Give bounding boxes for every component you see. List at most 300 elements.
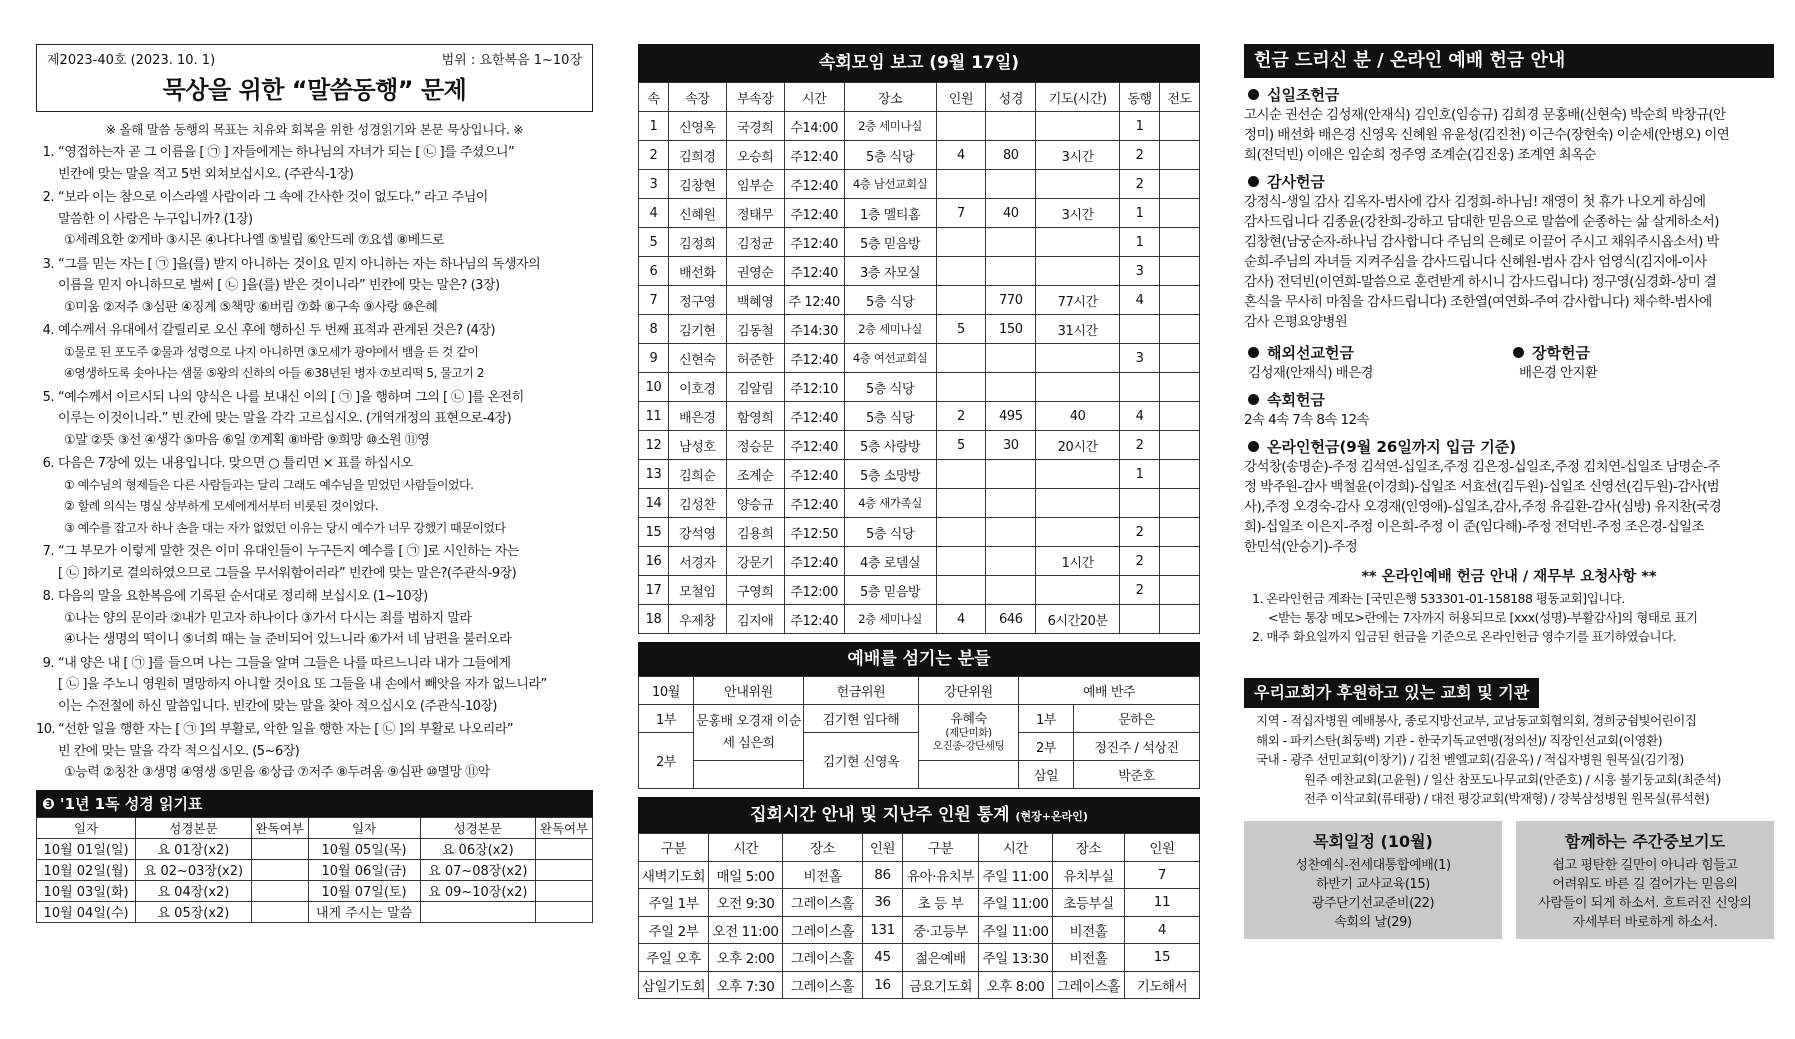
table-cell[interactable] bbox=[251, 838, 308, 859]
table-cell: 김정균 bbox=[726, 228, 784, 257]
column-header: 구분 bbox=[903, 834, 979, 862]
thanks-list bbox=[1244, 192, 1774, 332]
table-cell: 김성찬 bbox=[668, 489, 726, 518]
table-cell: 11 bbox=[639, 402, 669, 431]
donor-line: 희)-십일조 이은지-주정 이은희-주정 이 준(임다해)-주정 전덕빈-주정 조은경-십일조 bbox=[1244, 519, 1704, 535]
table-cell: 1 bbox=[1120, 228, 1160, 257]
altar-committee bbox=[919, 705, 1019, 761]
table-cell: 15 bbox=[1125, 944, 1200, 972]
column-header: 장소 bbox=[844, 83, 936, 112]
question-option: ①능력 ②칭찬 ③생명 ④영생 ⑤믿음 ⑥상급 ⑦저주 ⑧두려움 ⑨심판 ⑩멸망 ⑪악 bbox=[64, 765, 490, 780]
table-cell: 오전 9:30 bbox=[709, 889, 783, 917]
question-option: ①나는 양의 문이라 ②내가 믿고자 하나이다 ③가서 다시는 죄를 범하지 말라 bbox=[64, 610, 472, 626]
bullet-icon bbox=[1248, 347, 1259, 358]
table-cell: 비전홀 bbox=[1053, 916, 1125, 944]
table-cell: 2 bbox=[1120, 518, 1160, 547]
table-cell bbox=[986, 547, 1036, 576]
table-row bbox=[37, 859, 593, 880]
table-cell: 주12:40 bbox=[784, 228, 844, 257]
question-number: 5. bbox=[42, 389, 54, 405]
offering-committee: 김기현 신영옥 bbox=[804, 733, 919, 789]
mission-list: 김성재(안재식) 배은경 bbox=[1248, 365, 1373, 381]
table-cell bbox=[1160, 112, 1200, 141]
table-cell: 매일 5:00 bbox=[709, 861, 783, 889]
question-text: 빈칸에 맞는 말을 적고 5번 외쳐보십시오. (주관식-1장) bbox=[58, 166, 354, 182]
question-item bbox=[36, 387, 593, 452]
table-row bbox=[639, 431, 1200, 460]
column-header: 기도(시간) bbox=[1036, 83, 1120, 112]
table-cell: 강문기 bbox=[726, 547, 784, 576]
table-cell: 유아·유치부 bbox=[903, 861, 979, 889]
altar-note: 오진종-강단세팅 bbox=[932, 739, 1005, 752]
column-header: 성경본문 bbox=[136, 817, 252, 838]
question-text: 다음은 7장에 있는 내용입니다. 맞으면 ○ 틀리면 × 표를 하십시오 bbox=[58, 456, 413, 471]
table-row bbox=[639, 373, 1200, 402]
table-cell[interactable] bbox=[536, 859, 593, 880]
table-cell: 40 bbox=[1036, 402, 1120, 431]
column-header: 일자 bbox=[308, 817, 420, 838]
donor-line: 순희-주님의 자녀들 지켜주심을 감사드립니다 신혜원-범사 감사 엄영식(김지애-이사 bbox=[1244, 254, 1707, 270]
question-body bbox=[58, 142, 593, 185]
question-option: ①미움 ②저주 ③심판 ④징계 ⑤책망 ⑥버림 ⑦화 ⑧구속 ⑨사랑 ⑩은혜 bbox=[64, 299, 438, 315]
table-cell: 4 bbox=[1120, 286, 1160, 315]
question-text: “예수께서 이르시되 나의 양식은 나를 보내신 이의 [ ㉠ ]을 행하며 그의 [ ㉡ ]를 온전히 bbox=[58, 389, 524, 405]
table-cell bbox=[1160, 518, 1200, 547]
table-cell: 10월 02일(월) bbox=[37, 859, 136, 880]
table-cell: 정태무 bbox=[726, 199, 784, 228]
table-cell: 3층 자모실 bbox=[844, 257, 936, 286]
table-cell: 주12:40 bbox=[784, 402, 844, 431]
week-label: 2부 bbox=[639, 733, 694, 789]
altar-committee-cont bbox=[919, 761, 1019, 789]
table-cell: 허준한 bbox=[726, 344, 784, 373]
table-cell bbox=[1160, 460, 1200, 489]
table-cell: 중·고등부 bbox=[903, 916, 979, 944]
question-number: 2. bbox=[42, 190, 54, 205]
table-cell bbox=[986, 170, 1036, 199]
question-option: ③ 예수를 잡고자 하나 손을 대는 자가 없었던 이유는 당시 예수가 너무 강했기 때문이었다 bbox=[64, 520, 506, 535]
table-cell: 1 bbox=[639, 112, 669, 141]
table-cell: 10월 01일(일) bbox=[37, 838, 136, 859]
table-cell: 4 bbox=[1125, 916, 1200, 944]
table-cell: 배은경 bbox=[668, 402, 726, 431]
offering-header: 헌금 드리신 분 / 온라인 예배 헌금 안내 bbox=[1244, 44, 1774, 78]
table-cell: 주12:40 bbox=[784, 199, 844, 228]
servers-table bbox=[638, 676, 1200, 789]
table-cell: 3 bbox=[1120, 257, 1160, 286]
table-cell: 1 bbox=[1120, 460, 1160, 489]
column-header: 전도 bbox=[1160, 83, 1200, 112]
table-cell bbox=[936, 460, 986, 489]
table-cell: 5층 식당 bbox=[844, 286, 936, 315]
accompanist: 박준호 bbox=[1074, 761, 1200, 789]
table-cell: 4층 새가족실 bbox=[844, 489, 936, 518]
table-row bbox=[639, 228, 1200, 257]
notice-title: ** 온라인예배 헌금 안내 / 재무부 요청사항 ** bbox=[1361, 569, 1657, 585]
table-cell: 함영희 bbox=[726, 402, 784, 431]
column-header: 속장 bbox=[668, 83, 726, 112]
question-option: ④나는 생명의 떡이니 ⑤너희 때는 늘 준비되어 있느니라 ⑥가서 네 남편을 불러오라 bbox=[64, 632, 512, 647]
table-row bbox=[639, 889, 1200, 917]
table-cell: 5층 소망방 bbox=[844, 460, 936, 489]
column-header: 부속장 bbox=[726, 83, 784, 112]
table-cell: 150 bbox=[986, 315, 1036, 344]
question-item bbox=[36, 142, 593, 185]
table-row bbox=[639, 286, 1200, 315]
question-body bbox=[58, 387, 593, 452]
prayer-title: 함께하는 주간중보기도 bbox=[1564, 831, 1726, 851]
table-cell: 5층 식당 bbox=[844, 518, 936, 547]
table-cell: 2 bbox=[639, 141, 669, 170]
table-row bbox=[639, 257, 1200, 286]
table-cell bbox=[986, 112, 1036, 141]
bullet-icon bbox=[1248, 89, 1259, 100]
table-cell: 1층 멜티홈 bbox=[844, 199, 936, 228]
table-cell: 우제창 bbox=[668, 605, 726, 634]
table-cell: 기도해서 bbox=[1125, 971, 1200, 999]
table-cell: 주일 11:00 bbox=[979, 861, 1053, 889]
altar-note: (제단미화) bbox=[945, 726, 992, 739]
question-text: [ ㉡ ]하기로 결의하였으므로 그들을 무서워함이러라” 빈칸에 맞는 말은?(주관식-9장) bbox=[58, 565, 517, 581]
table-cell: 6 bbox=[639, 257, 669, 286]
table-cell: 495 bbox=[986, 402, 1036, 431]
table-cell: 김용희 bbox=[726, 518, 784, 547]
question-text: 다음의 말을 요한복음에 기록된 순서대로 정리해 보십시오 (1~10장) bbox=[58, 589, 428, 604]
cell-offering-title: 속회헌금 bbox=[1244, 389, 1774, 410]
table-cell bbox=[1160, 315, 1200, 344]
question-text: 말씀한 이 사람은 누구입니까? (1장) bbox=[58, 211, 253, 227]
table-cell[interactable] bbox=[536, 838, 593, 859]
table-cell: 5층 식당 bbox=[844, 373, 936, 402]
table-cell bbox=[1036, 170, 1120, 199]
donor-line: 정미) 배선화 배은경 신영옥 신혜원 유윤성(김진천) 이근수(장현숙) 이순세(안병오) 이연 bbox=[1244, 127, 1730, 143]
table-cell[interactable] bbox=[536, 880, 593, 901]
table-cell: 10월 07일(토) bbox=[308, 880, 420, 901]
donor-line: 한민석(안승기)-주정 bbox=[1244, 539, 1358, 555]
question-text: 예수께서 유대에서 갈릴리로 오신 후에 행하신 두 번째 표적과 관계된 것은? (4장) bbox=[58, 323, 496, 338]
stats-subtitle: (현장+온라인) bbox=[1015, 810, 1088, 823]
accompanist-service: 삼일 bbox=[1019, 761, 1074, 789]
pastoral-schedule-title: 목회일정 (10월) bbox=[1313, 831, 1433, 851]
question-text: “그 부모가 이렇게 말한 것은 이미 유대인들이 누구든지 예수를 [ ㉠ ]로 시인하는 자는 bbox=[58, 544, 519, 559]
question-option: ①물로 된 포도주 ②물과 성령으로 나지 아니하면 ③모세가 광야에서 뱀을 든 것 같이 bbox=[64, 344, 479, 359]
table-cell bbox=[936, 373, 986, 402]
schedule-line: 광주단기선교준비(22) bbox=[1311, 895, 1435, 911]
table-cell: 주12:00 bbox=[784, 576, 844, 605]
notice-line: 2. 매주 화요일까지 입금된 헌금을 기준으로 온라인헌금 영수기를 표기하였습니다. bbox=[1252, 629, 1677, 644]
table-cell: 5층 식당 bbox=[844, 141, 936, 170]
table-cell bbox=[986, 489, 1036, 518]
column-header: 인원 bbox=[863, 834, 903, 862]
table-cell: 10월 05일(목) bbox=[308, 838, 420, 859]
table-cell bbox=[1160, 199, 1200, 228]
table-cell bbox=[1036, 518, 1120, 547]
tithe-list bbox=[1244, 105, 1774, 165]
table-cell bbox=[1160, 489, 1200, 518]
altar-name: 유혜숙 bbox=[950, 711, 987, 727]
question-number: 7. bbox=[42, 544, 54, 559]
table-cell: 6시간20분 bbox=[1036, 605, 1120, 634]
table-row bbox=[639, 489, 1200, 518]
column-header: 헌금위원 bbox=[804, 677, 919, 705]
table-cell: 주일 11:00 bbox=[979, 889, 1053, 917]
table-cell: 10월 04일(수) bbox=[37, 901, 136, 922]
table-cell: 3시간 bbox=[1036, 199, 1120, 228]
table-cell: 7 bbox=[1125, 861, 1200, 889]
column-header: 성경본문 bbox=[420, 817, 536, 838]
cell-offering-list: 2속 4속 7속 8속 12속 bbox=[1244, 412, 1369, 428]
table-cell: 조계순 bbox=[726, 460, 784, 489]
table-cell: 4 bbox=[639, 199, 669, 228]
table-cell: 요 06장(x2) bbox=[420, 838, 536, 859]
question-option: ①세례요한 ②게바 ③시몬 ④나다나엘 ⑤빌립 ⑥안드레 ⑦요셉 ⑧베드로 bbox=[64, 233, 444, 248]
table-cell bbox=[1160, 605, 1200, 634]
schedule-line: 하반기 교사교육(15) bbox=[1316, 876, 1430, 892]
table-cell: 4층 남선교회실 bbox=[844, 170, 936, 199]
table-cell bbox=[936, 344, 986, 373]
table-cell: 5 bbox=[936, 431, 986, 460]
meeting-stats-table bbox=[638, 833, 1200, 999]
table-cell: 내게 주시는 말씀 bbox=[308, 901, 420, 922]
schedule-line: 속회의 날(29) bbox=[1334, 914, 1412, 930]
table-cell bbox=[1120, 315, 1160, 344]
prayer-box bbox=[1516, 821, 1774, 939]
prayer-line: 사람들이 되게 하소서. 흐트러진 신앙의 bbox=[1538, 895, 1752, 911]
table-cell bbox=[986, 518, 1036, 547]
reading-plan-title: ❸ '1년 1독 성경 읽기표 bbox=[36, 790, 593, 817]
table-cell: 8 bbox=[639, 315, 669, 344]
guide-committee-cont bbox=[694, 761, 804, 789]
table-cell: 주일 13:30 bbox=[979, 944, 1053, 972]
table-cell bbox=[936, 228, 986, 257]
table-row bbox=[639, 315, 1200, 344]
table-cell: 강석영 bbox=[668, 518, 726, 547]
table-cell: 주12:40 bbox=[784, 605, 844, 634]
table-cell: 10월 03일(화) bbox=[37, 880, 136, 901]
table-cell: 10 bbox=[639, 373, 669, 402]
table-row bbox=[37, 880, 593, 901]
table-cell: 2 bbox=[1120, 431, 1160, 460]
table-row bbox=[639, 861, 1200, 889]
table-cell: 2 bbox=[1120, 141, 1160, 170]
table-row bbox=[639, 944, 1200, 972]
table-row bbox=[639, 518, 1200, 547]
issue-number: 제2023-40호 (2023. 10. 1) bbox=[47, 53, 216, 68]
table-cell: 금요기도회 bbox=[903, 971, 979, 999]
table-cell bbox=[1160, 402, 1200, 431]
question-number: 3. bbox=[42, 256, 54, 272]
stats-title-text: 집회시간 안내 및 지난주 인원 통계 bbox=[750, 805, 1010, 825]
table-cell bbox=[420, 901, 536, 922]
table-cell: 5층 식당 bbox=[844, 402, 936, 431]
table-cell bbox=[1036, 344, 1120, 373]
table-row bbox=[639, 605, 1200, 634]
column-header: 동행 bbox=[1120, 83, 1160, 112]
table-cell: 비전홀 bbox=[1053, 944, 1125, 972]
table-cell: 36 bbox=[863, 889, 903, 917]
table-cell bbox=[1036, 576, 1120, 605]
table-cell: 오전 11:00 bbox=[709, 916, 783, 944]
table-cell: 오후 2:00 bbox=[709, 944, 783, 972]
column-header: 시간 bbox=[979, 834, 1053, 862]
table-cell: 80 bbox=[986, 141, 1036, 170]
donor-line: 고시순 권선순 김성재(안재식) 김인호(임승규) 김희경 문홍배(신현숙) 박순희 박창규(안 bbox=[1244, 107, 1726, 123]
table-cell: 2 bbox=[1120, 170, 1160, 199]
question-number: 6. bbox=[42, 456, 54, 471]
table-cell: 임부순 bbox=[726, 170, 784, 199]
table-cell: 그레이스홀 bbox=[783, 916, 863, 944]
tithe-section-title: 십일조헌금 bbox=[1244, 84, 1774, 105]
donor-line: 감사 은평요양병원 bbox=[1244, 314, 1348, 330]
table-cell: 주12:40 bbox=[784, 489, 844, 518]
cell-report-title: 속회모임 보고 (9월 17일) bbox=[638, 44, 1200, 82]
table-cell: 모철임 bbox=[668, 576, 726, 605]
bible-question-column bbox=[36, 44, 593, 923]
table-cell bbox=[1120, 373, 1160, 402]
table-cell: 9 bbox=[639, 344, 669, 373]
question-item bbox=[36, 254, 593, 319]
table-row bbox=[639, 344, 1200, 373]
table-cell bbox=[1160, 431, 1200, 460]
table-cell: 4 bbox=[1120, 402, 1160, 431]
question-text: 이는 수전절에 하신 말씀입니다. 빈칸에 맞는 말을 찾아 적으십시오 (주관식-10장) bbox=[58, 698, 497, 714]
bullet-icon bbox=[1248, 176, 1259, 187]
table-cell: 배선화 bbox=[668, 257, 726, 286]
week-label: 1부 bbox=[639, 705, 694, 733]
table-row bbox=[639, 547, 1200, 576]
donor-line: 감사) 전덕빈(이연희-말씀으로 훈련받게 하시니 감사드립니다) 정구영(심경화-상미 결 bbox=[1244, 274, 1717, 290]
table-cell: 주12:40 bbox=[784, 547, 844, 576]
prayer-line: 어려워도 바른 길 걸어가는 믿음의 bbox=[1552, 876, 1738, 892]
table-cell: 양승규 bbox=[726, 489, 784, 518]
table-cell: 5 bbox=[639, 228, 669, 257]
table-cell[interactable] bbox=[251, 859, 308, 880]
question-text: 이루는 이것이니라.” 빈 칸에 맞는 말을 각각 고르십시오. (개역개정의 표현으로-4장) bbox=[58, 411, 512, 426]
table-cell: 16 bbox=[639, 547, 669, 576]
table-cell: 국경희 bbox=[726, 112, 784, 141]
question-option: ①말 ②뜻 ③선 ④생각 ⑤마음 ⑥일 ⑦계획 ⑧바람 ⑨희망 ⑩소원 ⑪영 bbox=[64, 432, 430, 448]
table-cell: 초등부실 bbox=[1053, 889, 1125, 917]
table-cell: 1 bbox=[1120, 112, 1160, 141]
table-cell: 그레이스홀 bbox=[783, 889, 863, 917]
question-text: “보라 이는 참으로 이스라엘 사람이라 그 속에 간사한 것이 없도다.” 라고 주님이 bbox=[58, 190, 488, 205]
table-cell: 3 bbox=[639, 170, 669, 199]
table-cell: 김알림 bbox=[726, 373, 784, 402]
column-header: 성경 bbox=[986, 83, 1036, 112]
table-cell: 이호경 bbox=[668, 373, 726, 402]
table-cell: 오후 8:00 bbox=[979, 971, 1053, 999]
pastoral-schedule-box bbox=[1244, 821, 1502, 939]
table-cell: 2 bbox=[936, 402, 986, 431]
table-cell: 15 bbox=[639, 518, 669, 547]
table-cell[interactable] bbox=[251, 901, 308, 922]
table-cell: 7 bbox=[936, 199, 986, 228]
notice-body bbox=[1244, 589, 1774, 646]
column-header: 안내위원 bbox=[694, 677, 804, 705]
table-cell: 김희경 bbox=[668, 141, 726, 170]
question-text: 빈 칸에 맞는 말을 각각 적으십시오. (5~6장) bbox=[58, 743, 300, 759]
table-cell: 5층 믿음방 bbox=[844, 228, 936, 257]
prayer-line: 쉽고 평탄한 길만이 아니라 힘들고 bbox=[1552, 857, 1738, 873]
table-cell: 3 bbox=[1120, 344, 1160, 373]
table-cell: 주12:40 bbox=[784, 170, 844, 199]
guide-committee: 문홍배 오경재 이순세 심은희 bbox=[694, 705, 804, 761]
question-item bbox=[36, 653, 593, 718]
table-cell: 신혜원 bbox=[668, 199, 726, 228]
question-text: “내 양은 내 [ ㉠ ]를 들으며 나는 그들을 알며 그들은 나를 따르느니라 내가 그들에게 bbox=[58, 655, 511, 671]
online-offering-list bbox=[1244, 457, 1774, 557]
table-cell: 유치부실 bbox=[1053, 861, 1125, 889]
table-cell bbox=[986, 460, 1036, 489]
column-header: 완독여부 bbox=[251, 817, 308, 838]
table-cell bbox=[1036, 373, 1120, 402]
table-cell: 그레이스홀 bbox=[1053, 971, 1125, 999]
table-cell: 2 bbox=[1120, 576, 1160, 605]
table-cell: 백혜영 bbox=[726, 286, 784, 315]
table-cell[interactable] bbox=[536, 901, 593, 922]
table-cell: 권영순 bbox=[726, 257, 784, 286]
question-body bbox=[58, 320, 593, 385]
table-cell: 주일 11:00 bbox=[979, 916, 1053, 944]
table-cell: 신영옥 bbox=[668, 112, 726, 141]
table-cell: 요 07~08장(x2) bbox=[420, 859, 536, 880]
support-line: 전주 이삭교회(류태광) / 대전 평강교회(박재형) / 강북삼성병원 원목실(류석현) bbox=[1304, 791, 1710, 806]
question-text: 이름을 믿지 아니하므로 벌써 [ ㉡ ]을(를) 받은 것이니라” 빈칸에 맞는 말은? (3장) bbox=[58, 278, 500, 293]
online-offering-title: 온라인헌금(9월 26일까지 입금 기준) bbox=[1244, 436, 1774, 457]
prayer-line: 자세부터 바로하게 하소서. bbox=[1572, 914, 1718, 930]
table-cell bbox=[1120, 489, 1160, 518]
intro-text: ※ 올해 말씀 동행의 목표는 치유와 회복을 위한 성경읽기와 본문 묵상입니다. ※ bbox=[105, 122, 524, 137]
page-title: 묵상을 위한 “말씀동행” 문제 bbox=[36, 68, 593, 112]
column-header: 장소 bbox=[783, 834, 863, 862]
table-cell bbox=[1160, 576, 1200, 605]
accompanist-service: 1부 bbox=[1019, 705, 1074, 733]
table-cell: 14 bbox=[639, 489, 669, 518]
table-cell bbox=[1036, 460, 1120, 489]
table-cell: 16 bbox=[863, 971, 903, 999]
table-cell: 주 12:40 bbox=[784, 286, 844, 315]
table-cell bbox=[1160, 286, 1200, 315]
table-cell bbox=[1160, 170, 1200, 199]
donor-line: 정 박주원-감사 백철윤(이경희)-십일조 서효선(김두원)-십일조 신영선(김두원)-감사(범 bbox=[1244, 479, 1720, 495]
table-cell: 구영희 bbox=[726, 576, 784, 605]
column-header: 예배 반주 bbox=[1019, 677, 1200, 705]
table-cell: 20시간 bbox=[1036, 431, 1120, 460]
table-cell: 초 등 부 bbox=[903, 889, 979, 917]
table-cell: 요 04장(x2) bbox=[136, 880, 252, 901]
table-cell: 김동철 bbox=[726, 315, 784, 344]
table-row bbox=[639, 112, 1200, 141]
stats-title bbox=[638, 797, 1200, 833]
table-cell: 5 bbox=[936, 315, 986, 344]
column-header: 완독여부 bbox=[536, 817, 593, 838]
table-cell: 12 bbox=[639, 431, 669, 460]
question-body bbox=[58, 653, 593, 718]
table-cell: 김창현 bbox=[668, 170, 726, 199]
question-body bbox=[58, 187, 593, 252]
question-body bbox=[58, 719, 593, 784]
schedule-line: 성찬예식-전세대통합예배(1) bbox=[1295, 857, 1451, 873]
bullet-icon bbox=[1248, 441, 1259, 452]
table-cell: 주12:40 bbox=[784, 141, 844, 170]
table-cell: 오승희 bbox=[726, 141, 784, 170]
table-cell[interactable] bbox=[251, 880, 308, 901]
table-cell bbox=[986, 257, 1036, 286]
question-text: “선한 일을 행한 자는 [ ㉠ ]의 부활로, 악한 일을 행한 자는 [ ㉡ ]의 부활로 나오리라” bbox=[58, 722, 514, 737]
donor-line: 사),주정 오경숙-감사 오경재(인영애)-십일조,감사,주정 유길환-감사(심방) 유지찬(국경 bbox=[1244, 499, 1722, 515]
table-row bbox=[639, 402, 1200, 431]
table-cell bbox=[936, 518, 986, 547]
